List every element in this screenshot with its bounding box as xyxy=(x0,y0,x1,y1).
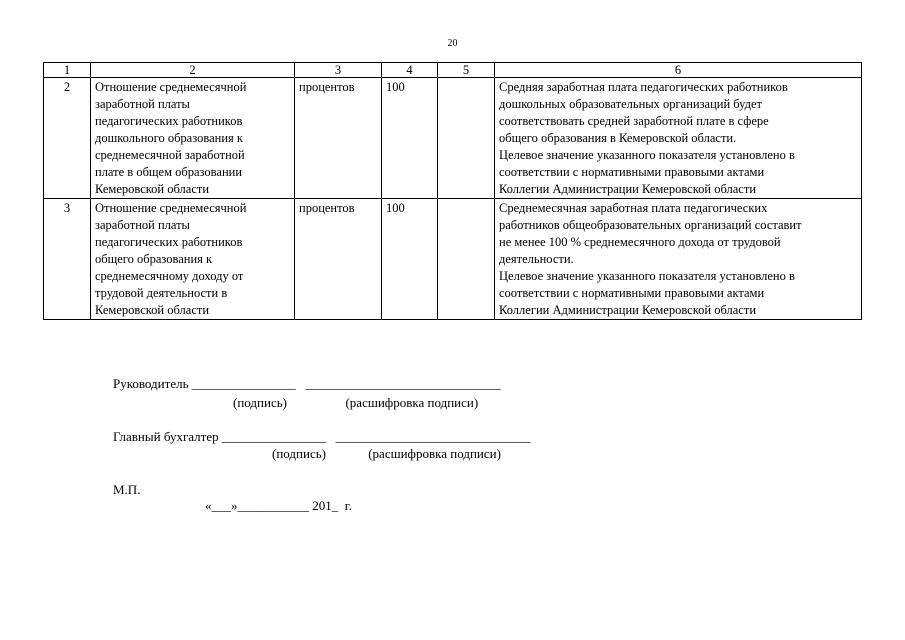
accountant-signature-line: Главный бухгалтер ________________ ______________________________ xyxy=(113,429,531,444)
note-cell: Среднемесячная заработная плата педагогических работников общеобразовательных организаций составит не менее 100 % среднемесячного дохода от трудовой деятельности. Целевое значение указанного показателя установлено в соответствии с нормативными правовыми актами Коллегии Администрации Кемеровской области xyxy=(495,199,862,320)
indicator-name: Отношение среднемесячной заработной платы педагогических работников общего образования к среднемесячному доходу от трудовой деятельности в Кемеровской области xyxy=(91,199,295,320)
header-cell: 2 xyxy=(91,63,295,78)
page-number: 20 xyxy=(447,38,458,49)
header-cell: 4 xyxy=(382,63,438,78)
row-number: 3 xyxy=(44,199,91,320)
stamp-label: М.П. xyxy=(113,482,141,497)
table-row xyxy=(44,78,862,199)
empty-cell xyxy=(438,78,495,199)
unit-cell: процентов xyxy=(295,78,382,199)
date-line: «___»___________ 201_ г. xyxy=(205,498,352,513)
note-cell: Средняя заработная плата педагогических работников дошкольных образовательных организаций будет соответствовать средней заработной плате в сфере общего образования в Кемеровской области. Целевое значение указанного показателя установлено в соответствии с нормативными правовыми актами Коллегии Администрации Кемеровской области xyxy=(495,78,862,199)
table-header-row xyxy=(44,63,862,78)
header-cell: 5 xyxy=(438,63,495,78)
head-signature-line: Руководитель ________________ ______________________________ xyxy=(113,376,501,391)
header-cell: 3 xyxy=(295,63,382,78)
empty-cell xyxy=(438,199,495,320)
header-cell: 6 xyxy=(495,63,862,78)
header-cell: 1 xyxy=(44,63,91,78)
head-signature-caption: (подпись) (расшифровка подписи) xyxy=(233,395,479,410)
row-number: 2 xyxy=(44,78,91,199)
accountant-signature-caption: (подпись) (расшифровка подписи) xyxy=(272,446,501,461)
value-cell: 100 xyxy=(382,199,438,320)
table-row xyxy=(44,199,862,320)
indicator-name: Отношение среднемесячной заработной платы педагогических работников дошкольного образования к среднемесячной заработной плате в общем образовании Кемеровской области xyxy=(91,78,295,199)
unit-cell: процентов xyxy=(295,199,382,320)
value-cell: 100 xyxy=(382,78,438,199)
indicators-table xyxy=(43,62,862,320)
